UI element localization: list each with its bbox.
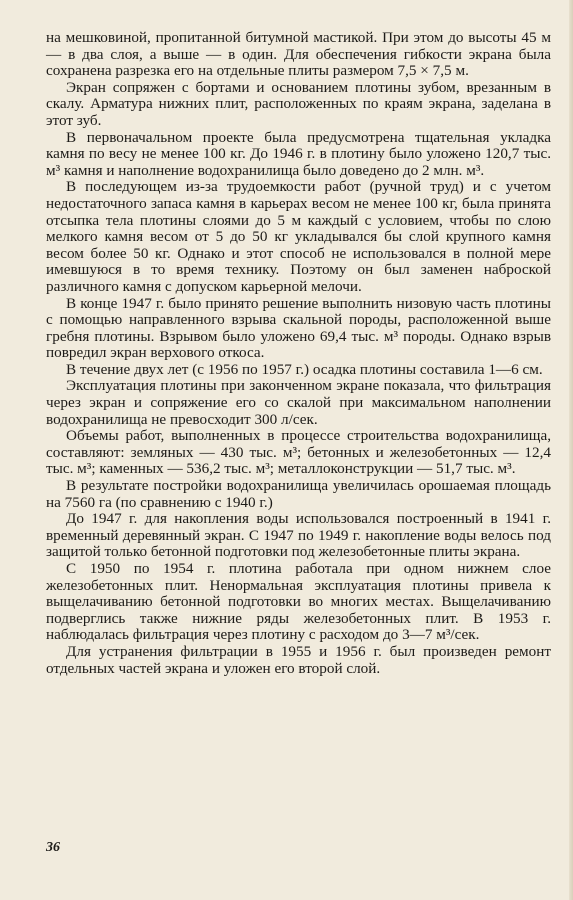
paragraph: Экран сопряжен с бортами и основанием плотины зубом, врезанным в скалу. Арматура нижних плит, расположенных по краям экрана, заделана в этот зуб. [46, 78, 551, 129]
paragraph: Объемы работ, выполненных в процессе строительства водохранилища, составляют: земляных — 430 тыс. м³; бетонных и железобетонных — 12,4 тыс. м³; каменных — 536,2 тыс. м³; металлоконструкции — 51,7 тыс. м³. [46, 427, 551, 478]
paragraph: Для устранения фильтрации в 1955 и 1956 г. был произведен ремонт отдельных частей экрана и уложен его второй слой. [46, 642, 551, 677]
paragraph: В первоначальном проекте была предусмотрена тщательная укладка камня по весу не менее 100 кг. До 1946 г. в плотину было уложено 120,7 тыс. м³ камня и наполнение водохранилища было доведено до 2 млн. м³. [46, 128, 551, 179]
page-number: 36 [46, 840, 60, 855]
paragraph: С 1950 по 1954 г. плотина работала при одном нижнем слое железобетонных плит. Ненормальная эксплуатация плотины привела к выщелачиванию бетонной подготовки во многих местах. Выщелачиванию подверглись также нижние ряды железобетонных плит. В 1953 г. наблюдалась фильтрация через плотину с расходом до 3—7 м³/сек. [46, 560, 551, 644]
paragraph: В последующем из-за трудоемкости работ (ручной труд) и с учетом недостаточного запаса камня в карьерах весом не менее 100 кг, была принята отсыпка тела плотины слоями до 5 м каждый с условием, чтобы по слою мелкого камня весом от 5 до 50 кг укладывался бы слой крупного камня весом более 50 кг. Однако и этот способ не использовался в полной мере имевшуюся в то время технику. Поэтому он был заменен наброской различного камня с допуском карьерной мелочи. [46, 178, 551, 295]
paragraph: До 1947 г. для накопления воды использовался построенный в 1941 г. временный деревянный экран. С 1947 по 1949 г. накопление воды велось под защитой только бетонной подготовки под железобетонные плиты экрана. [46, 510, 551, 561]
paragraph: В течение двух лет (с 1956 по 1957 г.) осадка плотины составила 1—6 см. [66, 360, 543, 378]
paragraph: на мешковиной, пропитанной битумной мастикой. При этом до высоты 45 м — в два слоя, а выше — в один. Для обеспечения гибкости экрана была сохранена разрезка его на отдельные плиты размером 7,5 × 7,5 м. [46, 29, 551, 80]
page-edge [569, 0, 573, 900]
body-text [46, 30, 551, 677]
paragraph: Эксплуатация плотины при законченном экране показала, что фильтрация через экран и сопряжение его со скалой при максимальном наполнении водохранилища не превосходит 300 л/сек. [46, 377, 551, 428]
paragraph: В конце 1947 г. было принято решение выполнить низовую часть плотины с помощью направленного взрыва скальной породы, расположенной выше гребня плотины. Взрывом было уложено 69,4 тыс. м³ породы. Однако взрыв повредил экран верхового откоса. [46, 294, 551, 362]
paragraph: В результате постройки водохранилища увеличилась орошаемая площадь на 7560 га (по сравнению с 1940 г.) [46, 477, 551, 511]
